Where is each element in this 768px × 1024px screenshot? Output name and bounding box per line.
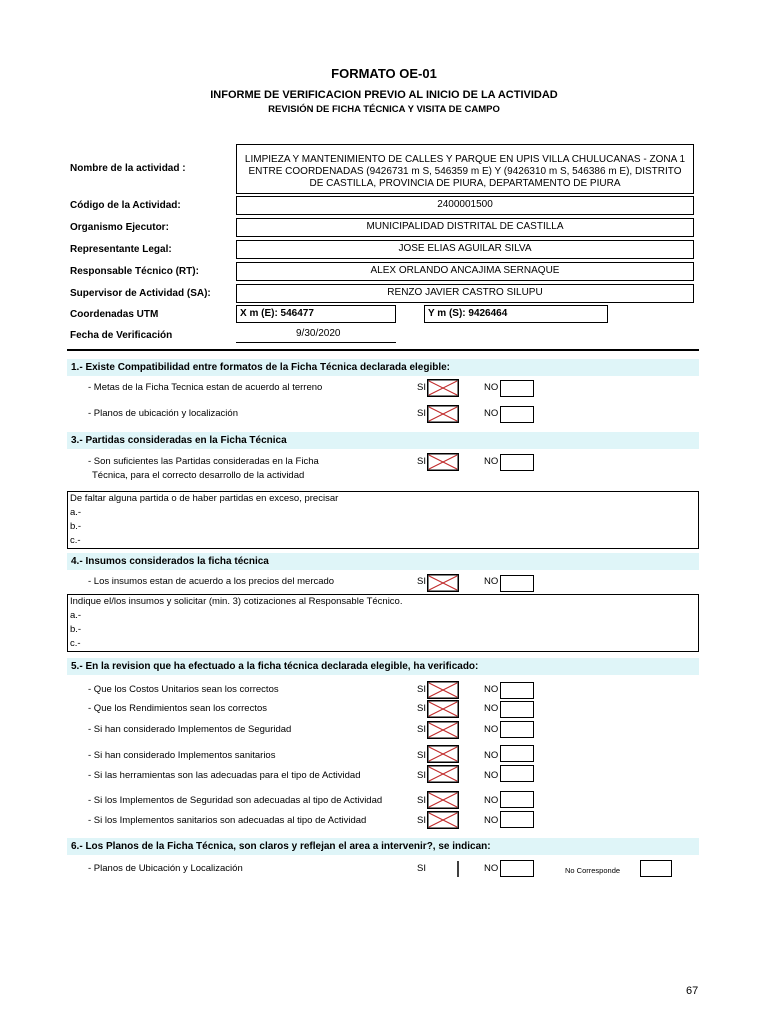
fecha-underline [236, 342, 396, 343]
coordenadas-label: Coordenadas UTM [70, 309, 159, 320]
sec3-q1-line2: Técnica, para el correcto desarrollo de la actividad [92, 470, 305, 481]
sec3-a: a.- [70, 507, 82, 518]
sec6-q1: - Planos de Ubicación y Localización [88, 863, 243, 874]
sec5-q6: - Si los Implementos de Seguridad son adecuadas al tipo de Actividad [88, 795, 383, 806]
sec3-note: De faltar alguna partida o de haber partidas en exceso, precisar [70, 493, 339, 504]
no-checkbox[interactable] [500, 745, 534, 762]
organismo-value: MUNICIPALIDAD DISTRITAL DE CASTILLA [236, 218, 694, 237]
si-label: SI [417, 456, 426, 467]
sec3-notes-box[interactable] [67, 491, 699, 549]
section-5-header: 5.- En la revision que ha efectuado a la ficha técnica declarada elegible, ha verificado: [67, 658, 699, 675]
si-checked-box[interactable] [427, 721, 459, 739]
si-label: SI [417, 408, 426, 419]
sec5-q3: - Si han considerado Implementos de Seguridad [88, 724, 292, 735]
sec3-b: b.- [70, 521, 82, 532]
sec5-q4: - Si han considerado Implementos sanitarios [88, 750, 276, 761]
si-checked-box[interactable] [427, 681, 459, 699]
sec5-q2: - Que los Rendimientos sean los correctos [88, 703, 267, 714]
no-label: NO [484, 724, 499, 735]
codigo-value: 2400001500 [236, 196, 694, 215]
no-corresponde-checkbox[interactable] [640, 860, 672, 877]
si-label: SI [417, 703, 426, 714]
responsable-label: Responsable Técnico (RT): [70, 266, 199, 277]
sec4-note: Indique el/los insumos y solicitar (min. 3) cotizaciones al Responsable Técnico. [70, 596, 403, 607]
form-subtitle: INFORME DE VERIFICACION PREVIO AL INICIO DE LA ACTIVIDAD [210, 89, 558, 101]
sec5-q7: - Si los Implementos sanitarios son adecuadas al tipo de Actividad [88, 815, 367, 826]
si-checked-box[interactable] [427, 405, 459, 423]
sec1-q2: - Planos de ubicación y localización [88, 408, 238, 419]
si-checked-box[interactable] [427, 700, 459, 718]
no-label: NO [484, 750, 499, 761]
sec4-c: c.- [70, 638, 81, 649]
organismo-label: Organismo Ejecutor: [70, 222, 169, 233]
fecha-value: 9/30/2020 [296, 328, 341, 339]
no-label: NO [484, 684, 499, 695]
si-checked-box[interactable] [427, 453, 459, 471]
si-label: SI [417, 863, 426, 874]
si-checked-box[interactable] [427, 379, 459, 397]
section-divider [67, 349, 699, 351]
no-label: NO [484, 795, 499, 806]
no-label: NO [484, 456, 499, 467]
si-label: SI [417, 576, 426, 587]
no-checkbox[interactable] [500, 811, 534, 828]
sec4-q1: - Los insumos estan de acuerdo a los precios del mercado [88, 576, 335, 587]
si-label: SI [417, 795, 426, 806]
no-label: NO [484, 863, 499, 874]
si-label: SI [417, 770, 426, 781]
si-checked-box[interactable] [427, 574, 459, 592]
section-1-header: 1.- Existe Compatibilidad entre formatos de la Ficha Técnica declarada elegible: [67, 359, 699, 376]
nombre-value: LIMPIEZA Y MANTENIMIENTO DE CALLES Y PARQUE EN UPIS VILLA CHULUCANAS - ZONA 1 ENTRE COORDENADAS (9426731 m S, 546359 m E) Y (9426310 m S, 546386 m E), DISTRITO DE CASTILLA, PROVINCIA DE PIURA, DEPARTAMENTO DE PIURA [236, 144, 694, 194]
coord-x-value: X m (E): 546477 [236, 305, 396, 323]
codigo-label: Código de la Actividad: [70, 200, 181, 211]
no-checkbox[interactable] [500, 682, 534, 699]
no-label: NO [484, 815, 499, 826]
no-checkbox[interactable] [500, 406, 534, 423]
no-checkbox[interactable] [500, 721, 534, 738]
si-checked-box[interactable] [427, 745, 459, 763]
sec1-q1: - Metas de la Ficha Tecnica estan de acuerdo al terreno [88, 382, 323, 393]
representante-label: Representante Legal: [70, 244, 172, 255]
no-checkbox[interactable] [500, 860, 534, 877]
form-subsubtitle: REVISIÓN DE FICHA TÉCNICA Y VISITA DE CAMPO [268, 104, 500, 115]
sec3-c: c.- [70, 535, 81, 546]
no-label: NO [484, 408, 499, 419]
coord-y-value: Y m (S): 9426464 [424, 305, 608, 323]
sec4-notes-box[interactable] [67, 594, 699, 652]
no-label: NO [484, 703, 499, 714]
supervisor-label: Supervisor de Actividad (SA): [70, 288, 211, 299]
no-checkbox[interactable] [500, 701, 534, 718]
no-checkbox[interactable] [500, 575, 534, 592]
no-label: NO [484, 770, 499, 781]
supervisor-value: RENZO JAVIER CASTRO SILUPU [236, 284, 694, 303]
representante-value: JOSE ELIAS AGUILAR SILVA [236, 240, 694, 259]
si-label: SI [417, 815, 426, 826]
sec4-a: a.- [70, 610, 82, 621]
no-label: NO [484, 576, 499, 587]
no-checkbox[interactable] [500, 765, 534, 782]
sec5-q5: - Si las herramientas son las adecuadas para el tipo de Actividad [88, 770, 361, 781]
fecha-label: Fecha de Verificación [70, 330, 173, 341]
form-title: FORMATO OE-01 [331, 66, 437, 81]
responsable-value: ALEX ORLANDO ANCAJIMA SERNAQUE [236, 262, 694, 281]
sec4-b: b.- [70, 624, 82, 635]
si-empty-box[interactable] [427, 860, 459, 878]
si-label: SI [417, 750, 426, 761]
page-number: 67 [686, 985, 699, 997]
nombre-label: Nombre de la actividad : [70, 163, 186, 174]
no-checkbox[interactable] [500, 380, 534, 397]
section-3-header: 3.- Partidas consideradas en la Ficha Técnica [67, 432, 699, 449]
no-checkbox[interactable] [500, 791, 534, 808]
si-checked-box[interactable] [427, 765, 459, 783]
si-checked-box[interactable] [427, 791, 459, 809]
sec3-q1-line1: - Son suficientes las Partidas consideradas en la Ficha [88, 456, 319, 467]
si-label: SI [417, 684, 426, 695]
si-checked-box[interactable] [427, 811, 459, 829]
sec5-q1: - Que los Costos Unitarios sean los correctos [88, 684, 279, 695]
no-corresponde-label: No Corresponde [565, 866, 621, 875]
section-6-header: 6.- Los Planos de la Ficha Técnica, son claros y reflejan el area a intervenir?, se indican: [67, 838, 699, 855]
si-label: SI [417, 724, 426, 735]
section-4-header: 4.- Insumos considerados la ficha técnica [67, 553, 699, 570]
si-label: SI [417, 382, 426, 393]
no-checkbox[interactable] [500, 454, 534, 471]
no-label: NO [484, 382, 499, 393]
